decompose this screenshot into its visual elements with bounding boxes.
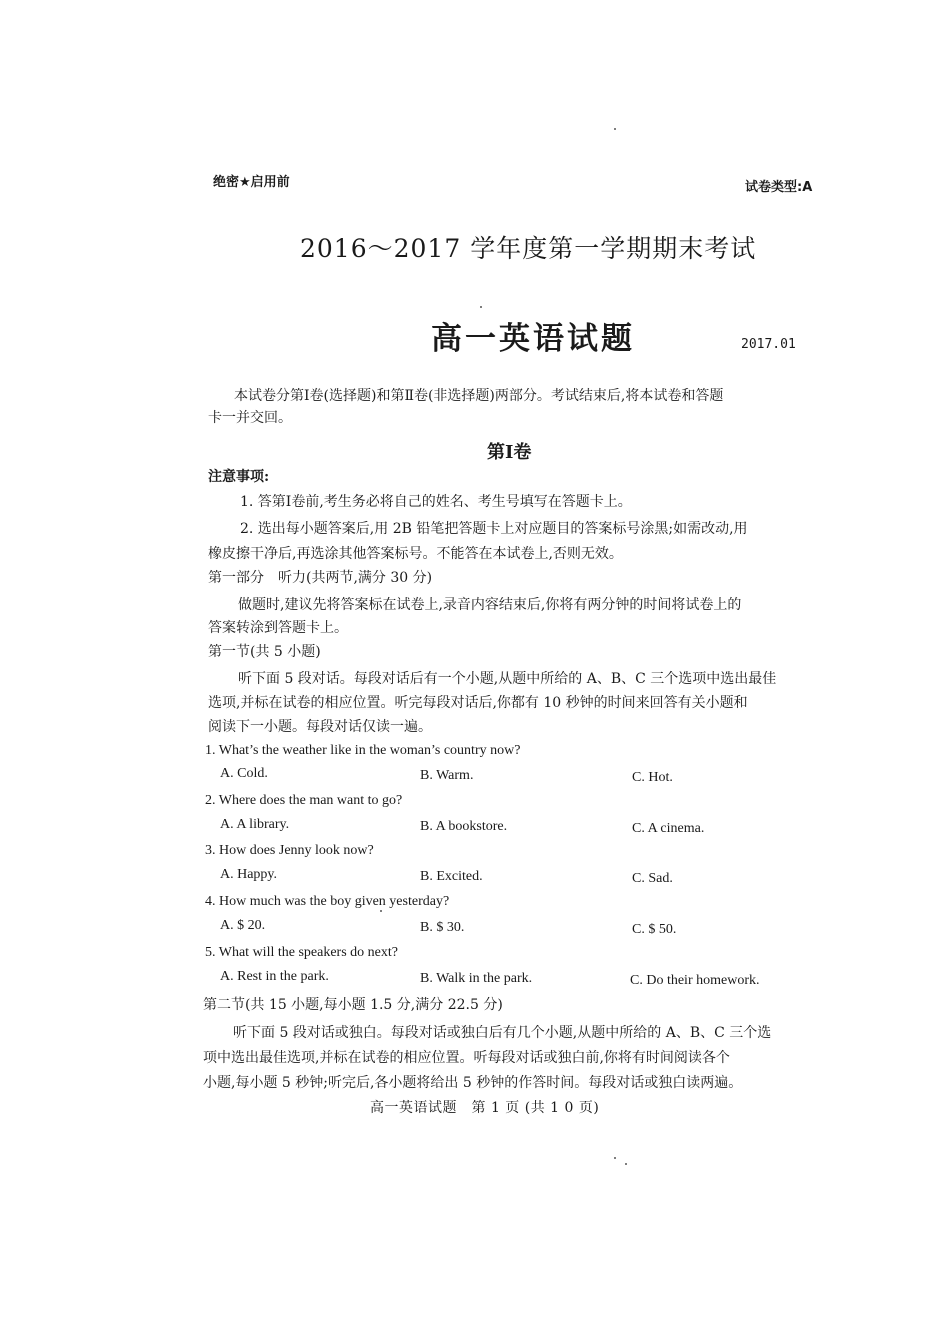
section2-desc-line-3: 小题,每小题 5 秒钟;听完后,各小题将给出 5 秒钟的作答时间。每段对话或独白读两遍。 <box>203 1075 743 1091</box>
question-1-option-b: B. Warm. <box>420 768 474 783</box>
question-3-option-a: A. Happy. <box>220 867 278 882</box>
question-3-option-c: C. Sad. <box>632 871 673 886</box>
scan-speck <box>625 1163 627 1165</box>
part1-desc-line-1: 做题时,建议先将答案标在试卷上,录音内容结束后,你将有两分钟的时间将试卷上的 <box>238 597 742 613</box>
notes-item-2-line-2: 橡皮擦干净后,再选涂其他答案标号。不能答在本试卷上,否则无效。 <box>208 546 623 562</box>
question-5-option-c: C. Do their homework. <box>630 973 760 988</box>
question-5-option-b: B. Walk in the park. <box>420 971 533 986</box>
section1-heading: 第一节(共 5 小题) <box>208 644 321 660</box>
section1-desc-line-2: 选项,并标在试卷的相应位置。听完每段对话后,你都有 10 秒钟的时间来回答有关小题和 <box>208 695 748 711</box>
part1-desc-line-2: 答案转涂到答题卡上。 <box>208 620 348 636</box>
question-5: 5. What will the speakers do next? <box>205 945 398 960</box>
scan-speck <box>614 128 616 130</box>
question-4: 4. How much was the boy given yesterday? <box>205 894 450 909</box>
exam-title: 2016～2017 学年度第一学期期末考试 <box>300 234 757 263</box>
section1-desc-line-3: 阅读下一小题。每段对话仅读一遍。 <box>208 719 432 735</box>
question-4-option-a: A. $ 20. <box>220 918 266 933</box>
question-4-option-c: C. $ 50. <box>632 922 677 937</box>
section1-desc-line-1: 听下面 5 段对话。每段对话后有一个小题,从题中所给的 A、B、C 三个选项中选出最佳 <box>238 671 777 687</box>
scan-speck <box>380 910 382 912</box>
section2-heading: 第二节(共 15 小题,每小题 1.5 分,满分 22.5 分) <box>203 997 503 1013</box>
notes-item-2-line-1: 2. 选出每小题答案后,用 2B 铅笔把答题卡上对应题目的答案标号涂黑;如需改动,用 <box>240 521 748 537</box>
page-footer: 高一英语试题 第 1 页 (共 1 0 页) <box>370 1100 600 1116</box>
question-2: 2. Where does the man want to go? <box>205 793 403 808</box>
notes-heading: 注意事项: <box>208 469 270 485</box>
intro-line-2: 卡一并交回。 <box>208 410 292 426</box>
exam-date: 2017.01 <box>741 337 796 352</box>
question-3: 3. How does Jenny look now? <box>205 843 374 858</box>
notes-item-1: 1. 答第Ⅰ卷前,考生务必将自己的姓名、考生号填写在答题卡上。 <box>240 494 632 510</box>
question-2-option-c: C. A cinema. <box>632 821 705 836</box>
question-4-option-b: B. $ 30. <box>420 920 465 935</box>
part1-heading: 第一部分 听力(共两节,满分 30 分) <box>208 570 433 586</box>
scan-speck <box>614 1157 616 1159</box>
question-1: 1. What’s the weather like in the woman’s country now? <box>205 743 521 758</box>
question-1-option-c: C. Hot. <box>632 770 673 785</box>
intro-line-1: 本试卷分第Ⅰ卷(选择题)和第Ⅱ卷(非选择题)两部分。考试结束后,将本试卷和答题 <box>234 388 724 404</box>
question-1-option-a: A. Cold. <box>220 766 268 781</box>
scan-speck <box>480 306 482 308</box>
volume-heading: 第Ⅰ卷 <box>487 442 532 463</box>
section2-desc-line-1: 听下面 5 段对话或独白。每段对话或独白后有几个小题,从题中所给的 A、B、C 三个选 <box>233 1025 772 1041</box>
question-5-option-a: A. Rest in the park. <box>220 969 329 984</box>
paper-type-label: 试卷类型:A <box>745 180 813 195</box>
exam-subtitle: 高一英语试题 <box>431 321 635 357</box>
question-3-option-b: B. Excited. <box>420 869 483 884</box>
confidential-label: 绝密★启用前 <box>213 175 290 190</box>
question-2-option-b: B. A bookstore. <box>420 819 508 834</box>
question-2-option-a: A. A library. <box>220 817 290 832</box>
section2-desc-line-2: 项中选出最佳选项,并标在试卷的相应位置。听每段对话或独白前,你将有时间阅读各个 <box>203 1050 730 1066</box>
